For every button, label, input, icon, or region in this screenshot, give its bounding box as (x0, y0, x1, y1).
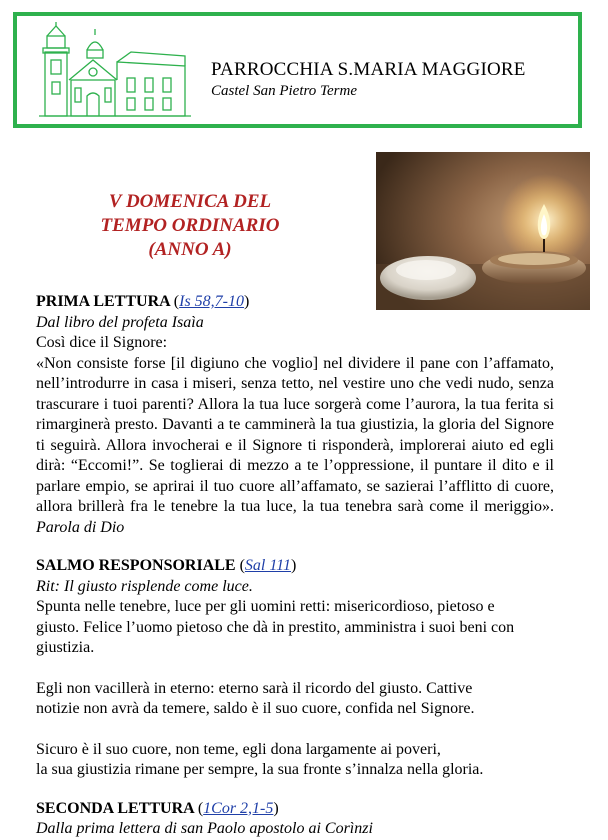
parish-name: PARROCCHIA S.MARIA MAGGIORE (211, 59, 526, 80)
psalm-stanza-line: giustizia. (36, 639, 95, 656)
first-reading-ref-link[interactable]: Is 58,7-10 (179, 293, 245, 310)
church-illustration (35, 22, 195, 120)
first-reading-source: Dal libro del profeta Isaìa (36, 313, 204, 331)
readings (36, 292, 554, 840)
parish-town: Castel San Pietro Terme (211, 83, 357, 99)
liturgy-title (60, 190, 320, 262)
title-line: TEMPO ORDINARIO (100, 215, 280, 236)
first-reading-intro: Così dice il Signore: (36, 334, 168, 351)
second-reading-ref-link[interactable]: 1Cor 2,1-5 (203, 799, 274, 817)
psalm-stanza-line: giusto. Felice l’uomo pietoso che dà in prestito, amministra i suoi beni con (36, 618, 515, 636)
psalm-stanza-line: Sicuro è il suo cuore, non teme, egli dona largamente ai poveri, (36, 740, 441, 758)
first-reading-heading: PRIMA LETTURA (Is 58,7-10) (36, 293, 250, 310)
psalm-stanza-line: notizie non avrà da temere, saldo è il suo cuore, confida nel Signore. (36, 700, 475, 717)
psalm-stanza-line: Egli non vacillerà in eterno: eterno sarà il ricordo del giusto. Cattive (36, 679, 473, 697)
psalm-refrain: Rit: Il giusto risplende come luce. (36, 577, 253, 595)
psalm-stanza-line: Spunta nelle tenebre, luce per gli uomini retti: misericordioso, pietoso e (36, 598, 495, 615)
title-line: V DOMENICA DEL (108, 191, 272, 212)
psalm-ref-link[interactable]: Sal 111 (244, 557, 291, 574)
first-reading-text: «Non consiste forse [il digiuno che voglio] nel dividere il pane con l’affamato, nell’introdurre in casa i miseri, senza tetto, nel vestire uno che vedi nudo, senza trascurare i tuoi parenti? Allora la tua luce sorgerà come l’aurora, la tua ferita si rimarginerà presto. Davanti a te camminerà la tua giustizia, la gloria del Signore ti seguirà. Allora invocherai e il Signore ti risponderà, implorerai aiuto ed egli dirà: “Eccomi!”. Se toglierai di mezzo a te l’oppressione, il puntare il dito e il parlare empio, se aprirai il tuo cuore all’affamato, se sazierai l’afflitto di cuore, allora brillerà fra le tenebre la tua luce, la tua tenebra sarà come il meriggio». Parola di Dio (36, 354, 554, 536)
parish-header (13, 12, 582, 128)
psalm-stanza-line: la sua giustizia rimane per sempre, la sua fronte s’innalza nella gloria. (36, 761, 484, 778)
title-line: (ANNO A) (148, 239, 232, 260)
second-reading-source: Dalla prima lettera di san Paolo apostolo ai Corìnzi (36, 820, 373, 837)
candle-salt-photo (376, 152, 590, 310)
second-reading-heading: SECONDA LETTURA (1Cor 2,1-5) (36, 799, 279, 817)
first-reading-closing: Parola di Dio (36, 518, 125, 536)
psalm-heading: SALMO RESPONSORIALE (Sal 111) (36, 557, 297, 574)
